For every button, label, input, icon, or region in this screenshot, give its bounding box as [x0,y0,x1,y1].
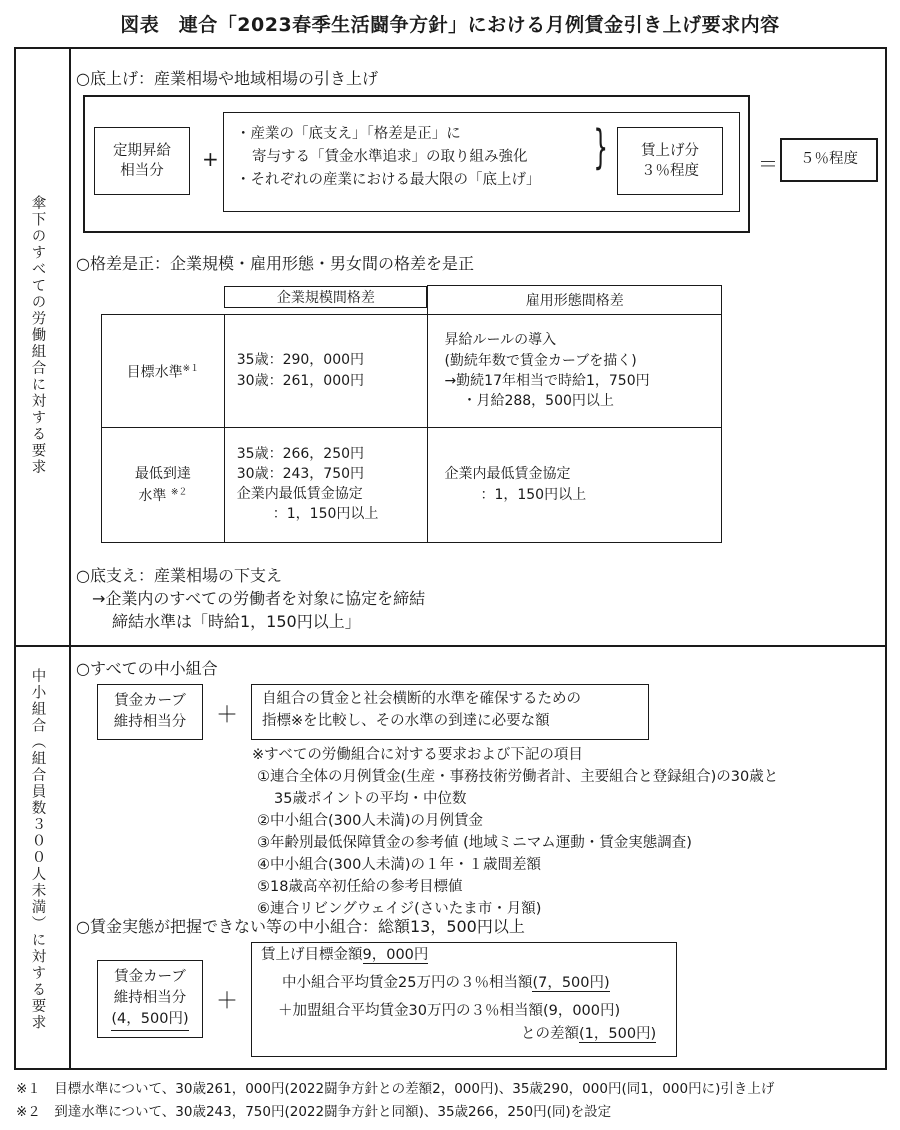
sokosasae-heading: ○底支え：産業相場の下支え [76,566,282,585]
list-item: ④中小組合(300人未満)の１年・１歳間差額 [257,857,541,873]
chusho-heikin-line: 中小組合平均賃金25万円の３％相当額(7，500円) [282,975,610,991]
sokosasae-line2: 締結水準は「時給1，150円以上」 [112,612,361,631]
side-divider [69,47,71,1070]
section-divider [14,645,887,647]
kakusa-table [101,285,722,543]
plus-sign: ＋ [216,703,239,728]
torikumi-list: ・産業の「底支え」「格差是正」に 寄与する「賃金水準追求」の取り組み強化 ・それぞれの産業における最大限の「底上げ」 [236,126,541,188]
chingin-curve-box: 賃金カーブ 維持相当分 [97,684,203,740]
col-header-kibo: 企業規模間格差 [224,286,427,308]
section1-side-label: 傘下のすべての労働組合に対する要求 [29,195,46,476]
table-row [102,428,722,543]
unknown-chusho-heading: ○賃金実態が把握できない等の中小組合：総額13，500円以上 [76,917,525,936]
plus-sign: + [202,147,219,171]
all-chusho-heading: ○すべての中小組合 [76,659,218,678]
list-item: ⑥連合リビングウェイジ(さいたま市・月額) [257,901,542,917]
equals-sign: ＝ [758,152,778,176]
table-corner [102,286,225,315]
mokuhyo-koyo-cell: 昇給ルールの導入 (勤続年数で賃金カーブを描く) →勤続17年相当で時給1，750円 ・月給288，500円以上 [428,315,722,428]
table-row [102,315,722,428]
chinage-box: 賃上げ分 ３％程度 [617,127,723,195]
col-header-koyo: 雇用形態間格差 [428,286,722,315]
figure-title: 図表 連合「2023春季生活闘争方針」における月例賃金引き上げ要求内容 [120,14,780,36]
footnote-1: ※１ 目標水準について、30歳261，000円(2022闘争方針との差額2，000円)、35歳290，000円(同1，000円に)引き上げ [16,1081,775,1097]
teiki-shokyu-box: 定期昇給 相当分 [94,127,190,195]
saitei-koyo-cell: 企業内最低賃金協定 ：1，150円以上 [428,428,722,543]
list-item: ③年齢別最低保障賃金の参考値 (地域ミニマム運動・賃金実態調査) [257,835,692,851]
chingin-curve-box-2: 賃金カーブ 維持相当分 (4，500円) [97,960,203,1038]
row-label-mokuhyo: 目標水準$^{※1}$ [102,315,225,428]
footnote-2: ※２ 到達水準について、30歳243，750円(2022闘争方針と同額)、35歳266，250円(同)を設定 [16,1104,612,1120]
kakusa-heading: ○格差是正：企業規模・雇用形態・男女間の格差を是正 [76,254,474,273]
shihyo-note-list: ※すべての労働組合に対する要求および下記の項目 ①連合全体の月例賃金(生産・事務技術労働者計、主要組合と登録組合)の30歳と 35歳ポイントの平均・中位数 ②中小組合(300人未満)の月例賃金 ③年齢別最低保障賃金の参考値 (地域ミニマム運動・賃金実態調査) ④中小組合(300人未満)の１年・１歳間差額 ⑤18歳高卒初任給の参考目標値 ⑥連合リビングウェイジ(さいたま市・月額) [252,744,778,920]
kamei-heikin-line: ＋加盟組合平均賃金30万円の３％相当額(9，000円) [278,1003,621,1019]
mokuhyo-kibo-cell: 35歳：290，000円 30歳：261，000円 [224,315,428,428]
shihyo-box: 自組合の賃金と社会横断的水準を確保するための 指標※を比較し、その水準の到達に必要な額 [251,684,649,740]
section2-side-label: 中小組合︵組合員数３００人未満︶に対する要求 [29,668,46,1031]
plus-sign: ＋ [216,989,239,1014]
total-box: ５％程度 [780,138,878,182]
sagaku-line: との差額(1，500円) [521,1026,657,1042]
row-label-saitei: 最低到達 水準 $^{※2}$ [102,428,225,543]
list-item: ⑤18歳高卒初任給の参考目標値 [257,879,463,895]
saitei-kibo-cell: 35歳：266，250円 30歳：243，750円 企業内最低賃金協定 ：1，150円以上 [224,428,428,543]
list-item: ①連合全体の月例賃金(生産・事務技術労働者計、主要組合と登録組合)の30歳と [257,769,779,785]
target-line: 賃上げ目標金額9，000円 [261,947,429,963]
list-item: ②中小組合(300人未満)の月例賃金 [257,813,483,829]
right-brace-icon: } [593,120,608,174]
sokosasae-line1: →企業内のすべての労働者を対象に協定を締結 [92,589,426,608]
list-item: 35歳ポイントの平均・中位数 [274,791,467,807]
sokoage-heading: ○底上げ：産業相場や地域相場の引き上げ [76,69,378,88]
